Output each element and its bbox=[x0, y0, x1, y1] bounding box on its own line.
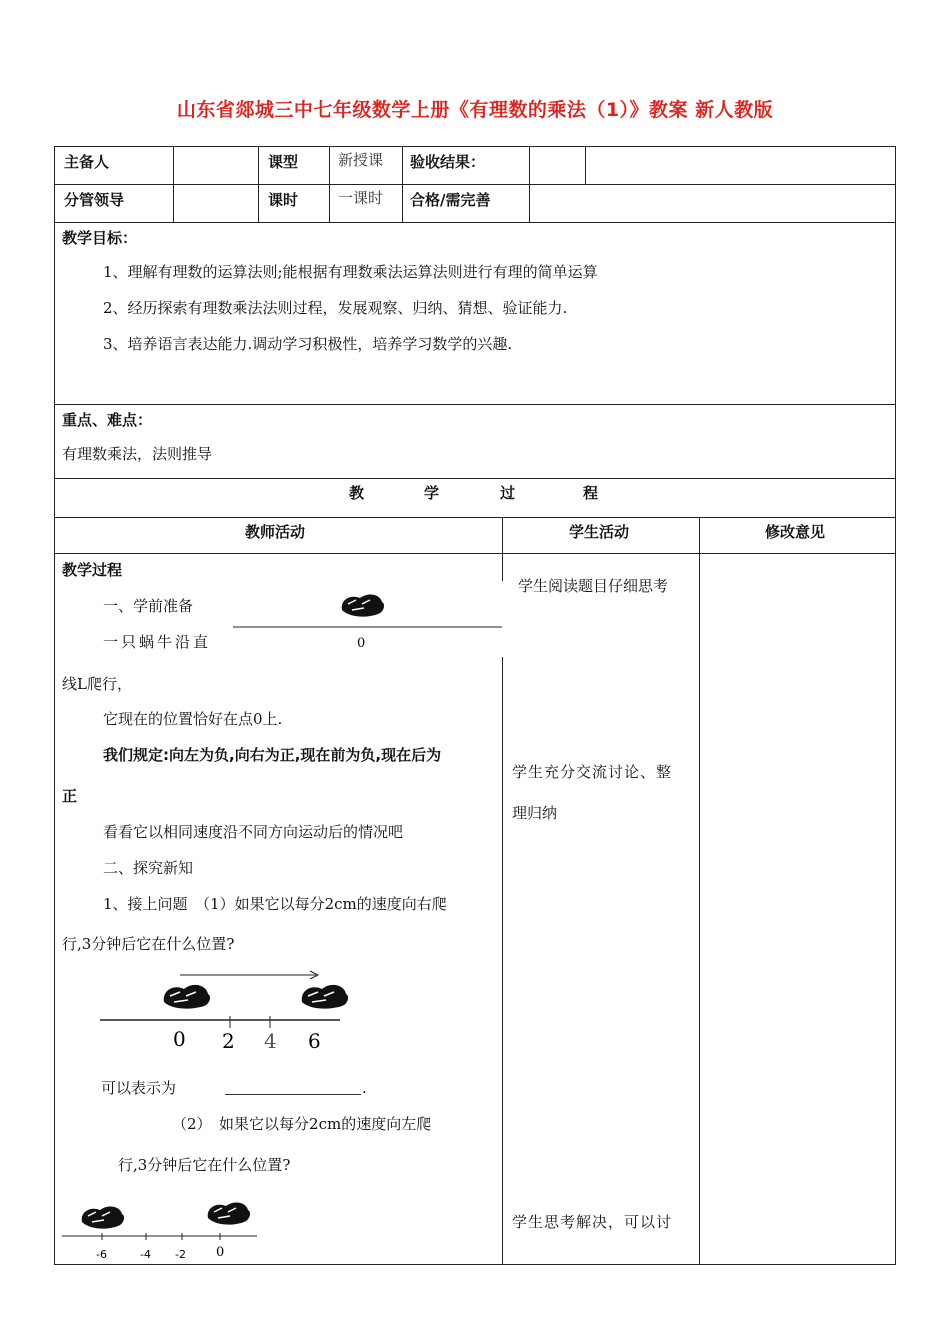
snail-icon bbox=[82, 1207, 124, 1229]
column-header-revision: 修改意见 bbox=[765, 523, 826, 541]
number-line-origin bbox=[230, 588, 505, 654]
question-2: （2） 如果它以每分2cm的速度向左爬 bbox=[172, 1115, 432, 1133]
student-activity: 学生阅读题目仔细思考 bbox=[518, 577, 669, 595]
process-heading: 教学过程 bbox=[62, 561, 123, 579]
snail-icon bbox=[164, 985, 210, 1009]
look-text: 看看它以相同速度沿不同方向运动后的情况吧 bbox=[103, 823, 404, 841]
question-1-cont: 行,3分钟后它在什么位置? bbox=[62, 935, 235, 953]
tick-label: 0 bbox=[216, 1245, 225, 1260]
rule-text-cont: 正 bbox=[62, 787, 78, 805]
check-result-label: 验收结果： bbox=[410, 153, 486, 171]
explore-heading: 二、探究新知 bbox=[103, 859, 194, 877]
lesson-type-label: 课型 bbox=[268, 153, 299, 171]
column-header-teacher: 教师活动 bbox=[245, 523, 306, 541]
student-activity: 学生思考解决，可以讨 bbox=[512, 1213, 673, 1231]
pass-label: 合格/需完善 bbox=[410, 191, 491, 209]
process-banner-char: 过 bbox=[500, 484, 516, 502]
question-2-cont: 行,3分钟后它在什么位置? bbox=[118, 1156, 291, 1174]
express-text: 可以表示为 bbox=[101, 1079, 177, 1097]
preparer-label: 主备人 bbox=[64, 153, 110, 171]
process-banner-char: 学 bbox=[424, 484, 440, 502]
column-header-student: 学生活动 bbox=[569, 523, 630, 541]
key-points-heading: 重点、难点： bbox=[62, 411, 153, 429]
objective-item: 2、经历探索有理数乘法法则过程，发展观察、归纳、猜想、验证能力. bbox=[103, 299, 568, 317]
hours-value: 一课时 bbox=[338, 189, 384, 207]
objective-item: 3、培养语言表达能力.调动学习积极性，培养学习数学的兴趣. bbox=[103, 335, 513, 353]
snail-icon bbox=[208, 1203, 250, 1225]
snail-text-cont: 线L爬行， bbox=[62, 675, 132, 693]
snail-icon bbox=[342, 595, 384, 617]
student-activity: 学生充分交流讨论、整 bbox=[512, 763, 673, 781]
tick-label: -2 bbox=[175, 1248, 186, 1261]
prep-heading: 一、学前准备 bbox=[103, 597, 194, 615]
question-1: 1、接上问题 （1）如果它以每分2cm的速度向右爬 bbox=[103, 895, 447, 913]
snail-text: 一只蜗牛沿直 bbox=[103, 633, 212, 651]
hours-label: 课时 bbox=[268, 191, 299, 209]
lesson-type-value: 新授课 bbox=[338, 151, 384, 169]
process-banner-char: 教 bbox=[349, 484, 365, 502]
tick-label: -4 bbox=[140, 1248, 151, 1261]
objective-item: 1、理解有理数的运算法则;能根据有理数乘法运算法则进行有理的简单运算 bbox=[103, 263, 598, 281]
tick-label: 2 bbox=[222, 1029, 235, 1053]
process-banner-char: 程 bbox=[583, 484, 599, 502]
leader-label: 分管领导 bbox=[64, 191, 125, 209]
number-line-left bbox=[62, 1196, 282, 1260]
page-title: 山东省郯城三中七年级数学上册《有理数的乘法（1）》教案 新人教版 bbox=[176, 99, 774, 121]
rule-text: 我们规定:向左为负,向右为正,现在前为负,现在后为 bbox=[103, 746, 442, 764]
snail-icon bbox=[302, 985, 348, 1009]
tick-label: 0 bbox=[173, 1027, 186, 1051]
answer-blank bbox=[225, 1094, 361, 1095]
objectives-heading: 教学目标： bbox=[62, 229, 138, 247]
position-text: 它现在的位置恰好在点0上. bbox=[103, 710, 283, 728]
key-points-text: 有理数乘法，法则推导 bbox=[62, 445, 213, 463]
express-end: . bbox=[362, 1079, 367, 1097]
origin-label: 0 bbox=[357, 636, 366, 651]
tick-label: -6 bbox=[96, 1248, 107, 1261]
number-line-right bbox=[98, 968, 358, 1058]
tick-label: 6 bbox=[308, 1029, 321, 1053]
tick-label: 4 bbox=[264, 1029, 277, 1053]
student-activity: 理归纳 bbox=[512, 804, 558, 822]
